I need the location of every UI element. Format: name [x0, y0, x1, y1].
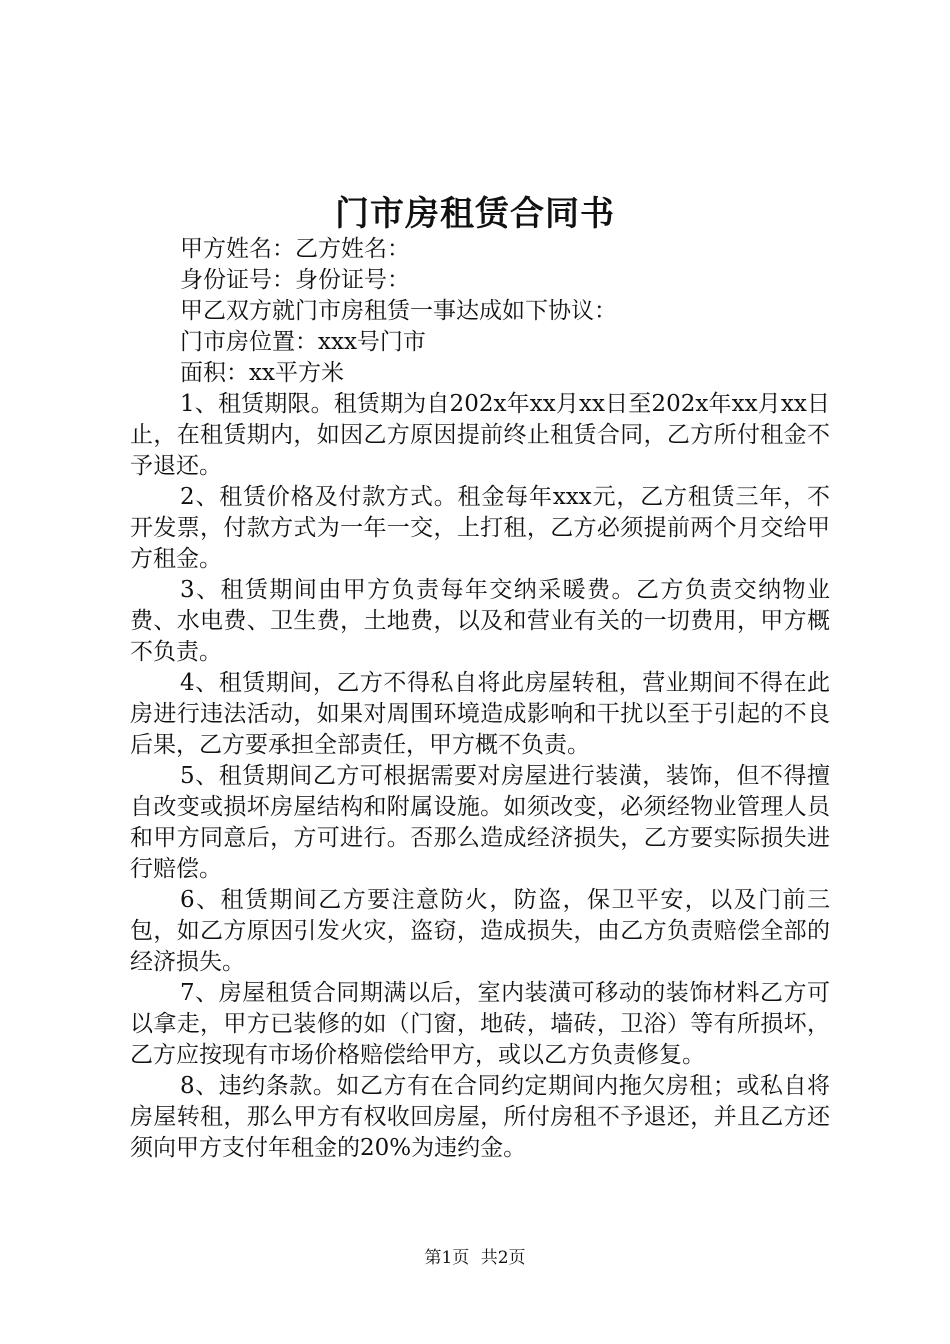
page-number: 第1页 [424, 1248, 470, 1268]
id-number-line: 身份证号：身份证号： [180, 267, 410, 293]
clause-7: 7、房屋租赁合同期满以后，室内装潢可移动的装饰材料乙方可以拿走，甲方已装修的如（门窗，地砖，墙砖，卫浴）等有所损坏，乙方应按现有市场价格赔偿给甲方，或以乙方负责修复。 [130, 980, 830, 1068]
clause-6: 6、租赁期间乙方要注意防火，防盗，保卫平安，以及门前三包，如乙方原因引发火灾，盗窃，造成损失，由乙方负责赔偿全部的经济损失。 [130, 887, 830, 975]
page-footer [0, 1243, 950, 1268]
document-title: 门市房租赁合同书 [335, 194, 615, 234]
clause-5: 5、租赁期间乙方可根据需要对房屋进行装潢，装饰，但不得擅自改变或损坏房屋结构和附属设施。如须改变，必须经物业管理人员和甲方同意后，方可进行。否那么造成经济损失，乙方要实际损失进行赔偿。 [130, 763, 830, 882]
location-line: 门市房位置：xxx号门市 [180, 329, 426, 355]
clause-2: 2、租赁价格及付款方式。租金每年xxx元，乙方租赁三年，不开发票，付款方式为一年一交，上打租，乙方必须提前两个月交给甲方租金。 [130, 484, 830, 572]
area-line: 面积：xx平方米 [180, 360, 344, 386]
party-names-line: 甲方姓名：乙方姓名： [180, 236, 410, 262]
clause-8: 8、违约条款。如乙方有在合同约定期间内拖欠房租；或私自将房屋转租，那么甲方有权收回房屋，所付房租不予退还，并且乙方还须向甲方支付年租金的20%为违约金。 [130, 1073, 830, 1161]
agreement-intro-line: 甲乙双方就门市房租赁一事达成如下协议： [180, 298, 617, 324]
document-body [130, 234, 830, 1164]
clause-4: 4、租赁期间，乙方不得私自将此房屋转租，营业期间不得在此房进行违法活动，如果对周围环境造成影响和干扰以至于引起的不良后果，乙方要承担全部责任，甲方概不负责。 [130, 670, 830, 758]
clause-1: 1、租赁期限。租赁期为自202x年xx月xx日至202x年xx月xx日止，在租赁期内，如因乙方原因提前终止租赁合同，乙方所付租金不予退还。 [130, 391, 830, 479]
page-total: 共2页 [480, 1248, 526, 1268]
clause-3: 3、租赁期间由甲方负责每年交纳采暖费。乙方负责交纳物业费、水电费、卫生费，土地费，以及和营业有关的一切费用，甲方概不负责。 [130, 577, 830, 665]
